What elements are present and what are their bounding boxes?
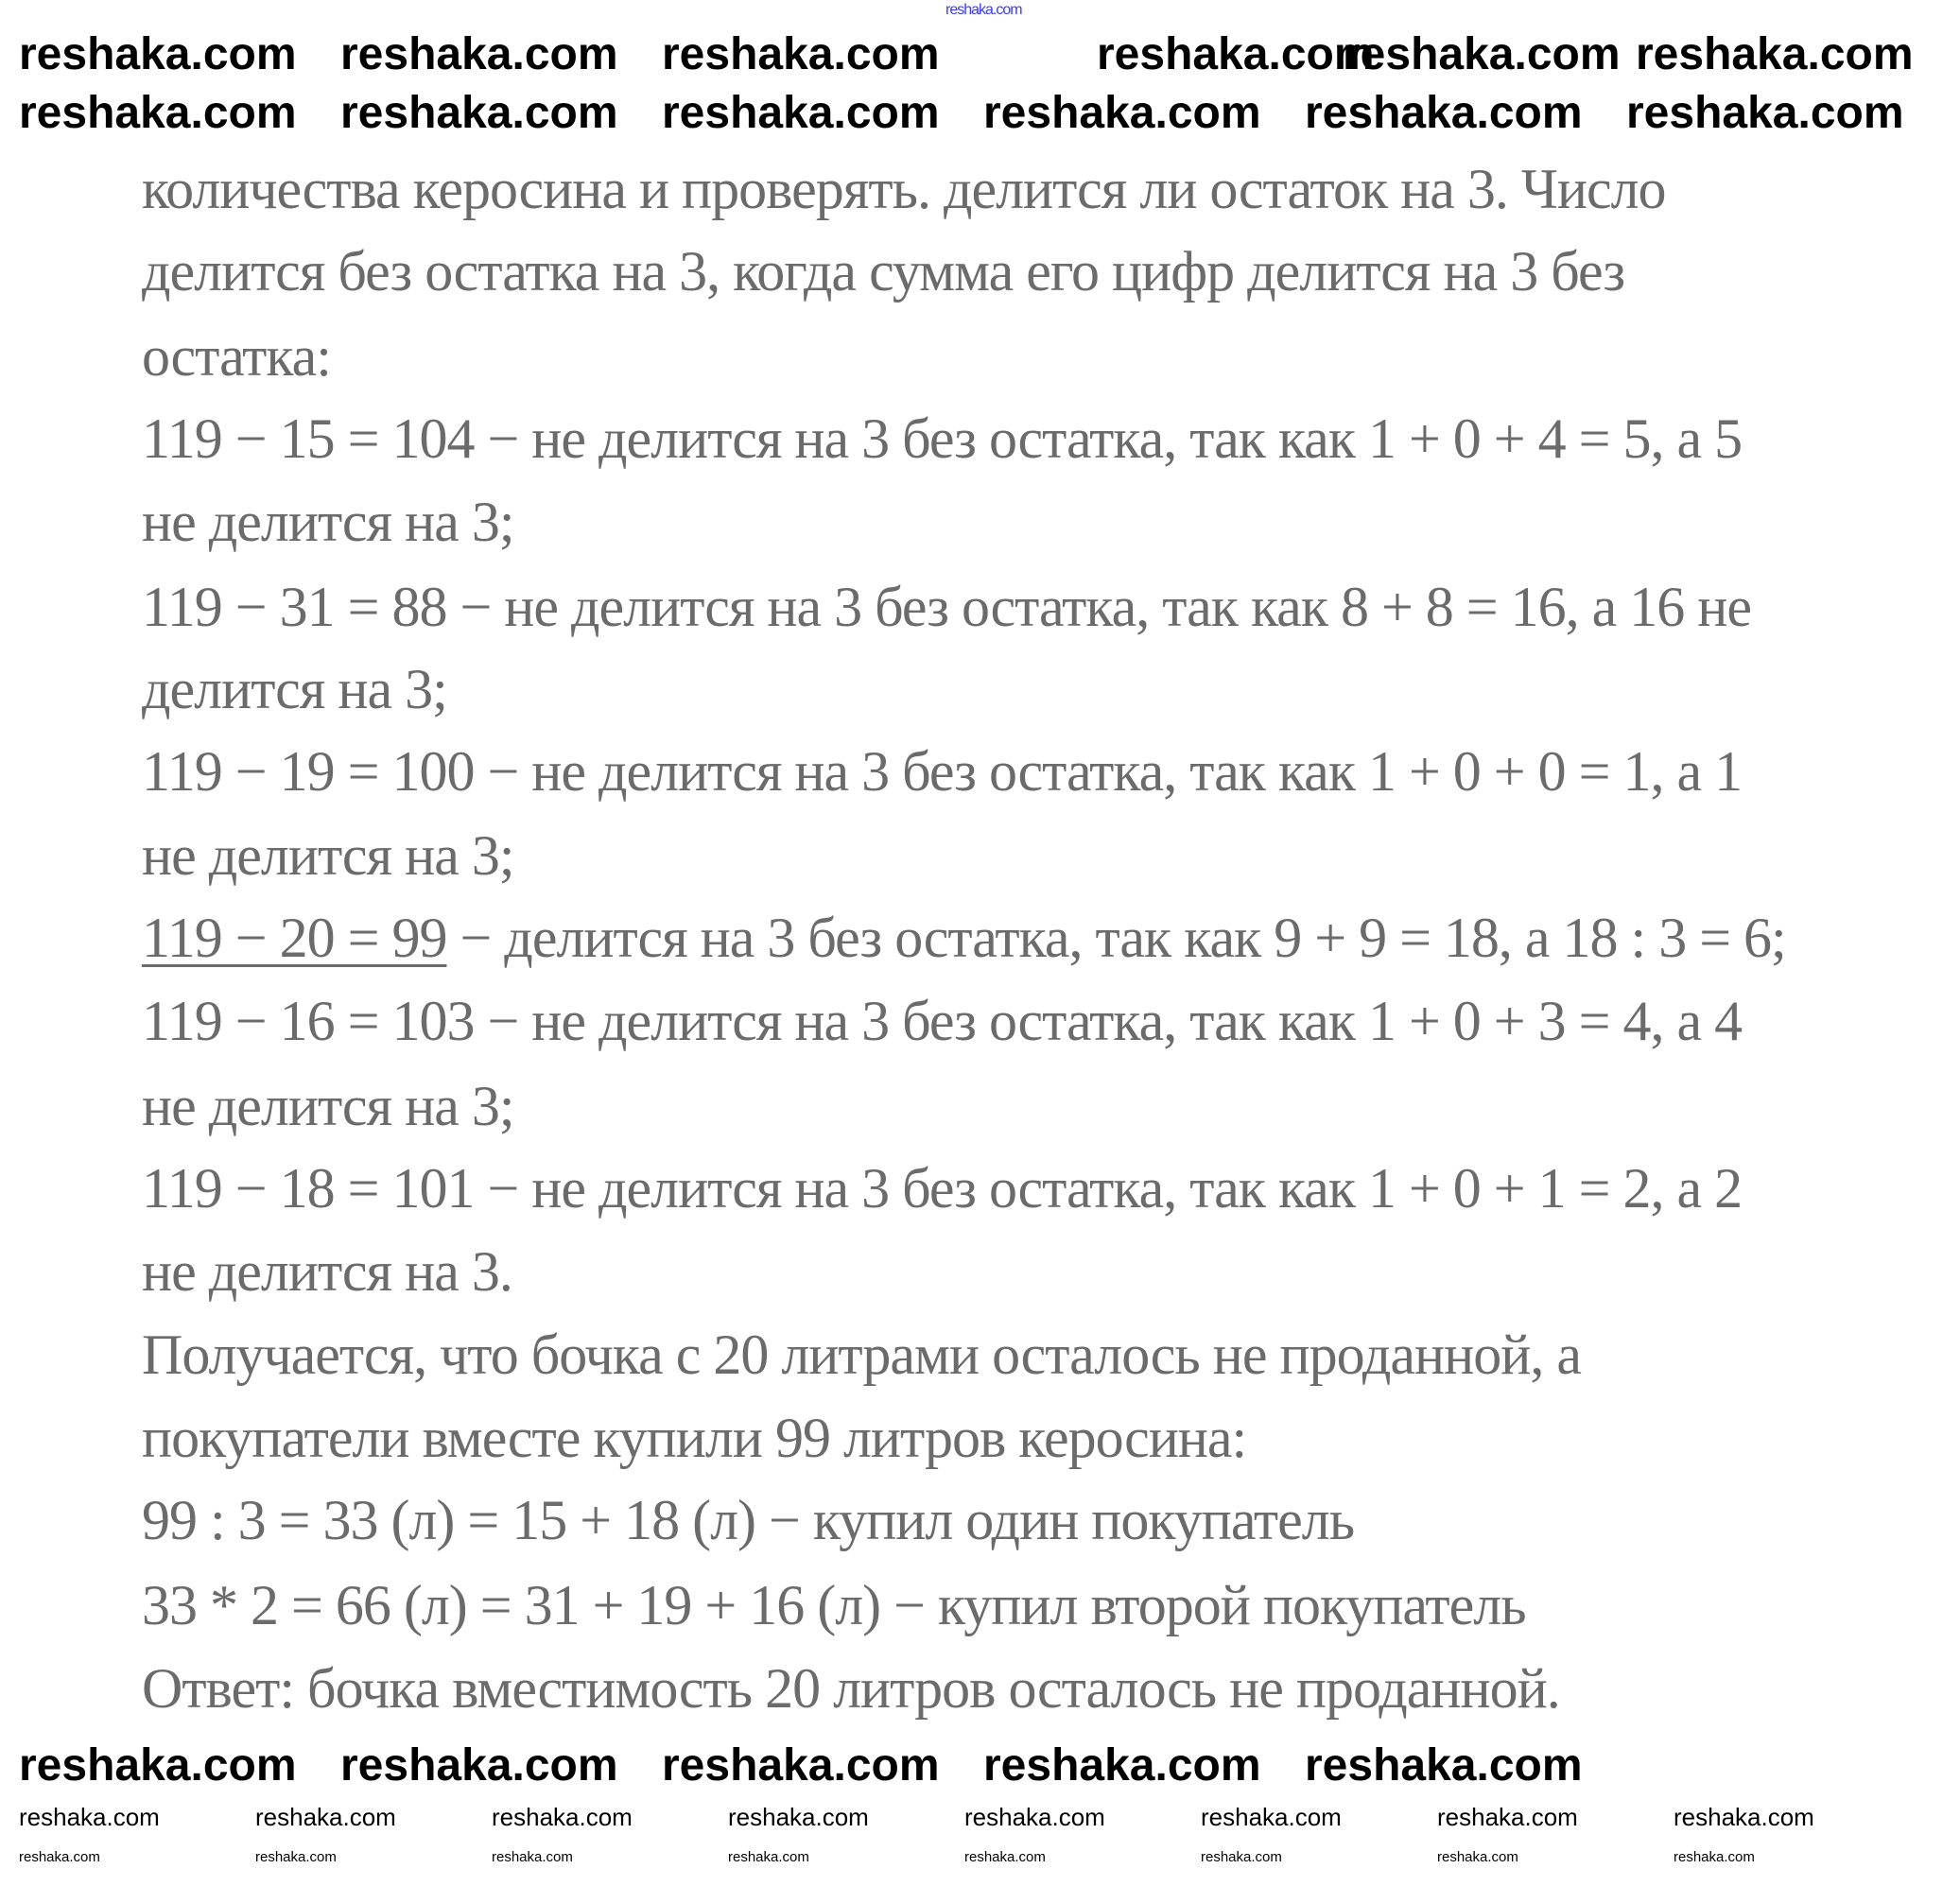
text-line: делится на 3; bbox=[142, 658, 447, 720]
watermark: reshaka.com bbox=[983, 1740, 1261, 1791]
text-line: 119 − 19 = 100 − не делится на 3 без остатка, так как 1 + 0 + 0 = 1, а 1 bbox=[142, 740, 1743, 803]
watermark: reshaka.com bbox=[19, 1740, 297, 1791]
watermark: reshaka.com bbox=[19, 1803, 160, 1831]
watermark: reshaka.com bbox=[1343, 29, 1621, 79]
text-line: делится без остатка на 3, когда сумма его цифр делится на 3 без bbox=[142, 240, 1625, 303]
watermark: reshaka.com bbox=[964, 1849, 1046, 1865]
watermark: reshaka.com bbox=[492, 1803, 633, 1831]
watermark: reshaka.com bbox=[1636, 29, 1914, 79]
watermark: reshaka.com bbox=[1626, 88, 1904, 138]
watermark: reshaka.com bbox=[255, 1803, 396, 1831]
watermark: reshaka.com bbox=[492, 1849, 573, 1865]
watermark: reshaka.com bbox=[964, 1803, 1105, 1831]
answer-explanation: − делится на 3 без остатка, так как 9 + 9 = 18, а 18 : 3 = 6; bbox=[446, 907, 1786, 969]
text-line: Получается, что бочка с 20 литрами осталось не проданной, а bbox=[142, 1324, 1581, 1386]
watermark: reshaka.com bbox=[1437, 1803, 1578, 1831]
watermark: reshaka.com bbox=[1674, 1803, 1814, 1831]
text-line: 119 − 16 = 103 − не делится на 3 без остатка, так как 1 + 0 + 3 = 4, а 4 bbox=[142, 990, 1743, 1052]
text-line: не делится на 3; bbox=[142, 824, 514, 887]
watermark: reshaka.com bbox=[662, 88, 940, 138]
watermark: reshaka.com bbox=[1097, 29, 1375, 79]
text-line: остатка: bbox=[142, 325, 331, 388]
text-line: 99 : 3 = 33 (л) = 15 + 18 (л) − купил один покупатель bbox=[142, 1489, 1355, 1551]
watermark: reshaka.com bbox=[1305, 1740, 1583, 1791]
watermark: reshaka.com bbox=[340, 88, 618, 138]
watermark: reshaka.com bbox=[728, 1803, 869, 1831]
text-line: 119 − 18 = 101 − не делится на 3 без остатка, так как 1 + 0 + 1 = 2, а 2 bbox=[142, 1157, 1743, 1220]
watermark: reshaka.com bbox=[19, 1849, 100, 1865]
watermark: reshaka.com bbox=[340, 1740, 618, 1791]
text-line: количества керосина и проверять. делится ли остаток на 3. Число bbox=[142, 158, 1666, 220]
text-line: Ответ: бочка вместимость 20 литров осталось не проданной. bbox=[142, 1657, 1560, 1720]
watermark: reshaka.com bbox=[983, 88, 1261, 138]
watermark: reshaka.com bbox=[340, 29, 618, 79]
text-line: 119 − 15 = 104 − не делится на 3 без остатка, так как 1 + 0 + 4 = 5, а 5 bbox=[142, 407, 1743, 470]
text-line: покупатели вместе купили 99 литров керосина: bbox=[142, 1407, 1247, 1469]
watermark: reshaka.com bbox=[1201, 1803, 1342, 1831]
watermark: reshaka.com bbox=[1674, 1849, 1755, 1865]
watermark: reshaka.com bbox=[662, 1740, 940, 1791]
watermark: reshaka.com bbox=[1437, 1849, 1518, 1865]
text-line: не делится на 3; bbox=[142, 491, 514, 553]
watermark: reshaka.com bbox=[255, 1849, 337, 1865]
watermark: reshaka.com bbox=[1201, 1849, 1282, 1865]
watermark: reshaka.com bbox=[1305, 88, 1583, 138]
text-line-answer bbox=[142, 907, 1786, 969]
watermark: reshaka.com bbox=[728, 1849, 809, 1865]
text-line: 119 − 31 = 88 − не делится на 3 без остатка, так как 8 + 8 = 16, а 16 не bbox=[142, 576, 1752, 638]
text-line: 33 * 2 = 66 (л) = 31 + 19 + 16 (л) − купил второй покупатель bbox=[142, 1574, 1526, 1636]
watermark: reshaka.com bbox=[19, 29, 297, 79]
watermark: reshaka.com bbox=[662, 29, 940, 79]
underlined-answer: 119 − 20 = 99 bbox=[142, 907, 447, 969]
watermark-top[interactable]: reshaka.com bbox=[945, 2, 1022, 18]
watermark: reshaka.com bbox=[19, 88, 297, 138]
text-line: не делится на 3; bbox=[142, 1075, 514, 1137]
text-line: не делится на 3. bbox=[142, 1240, 512, 1303]
